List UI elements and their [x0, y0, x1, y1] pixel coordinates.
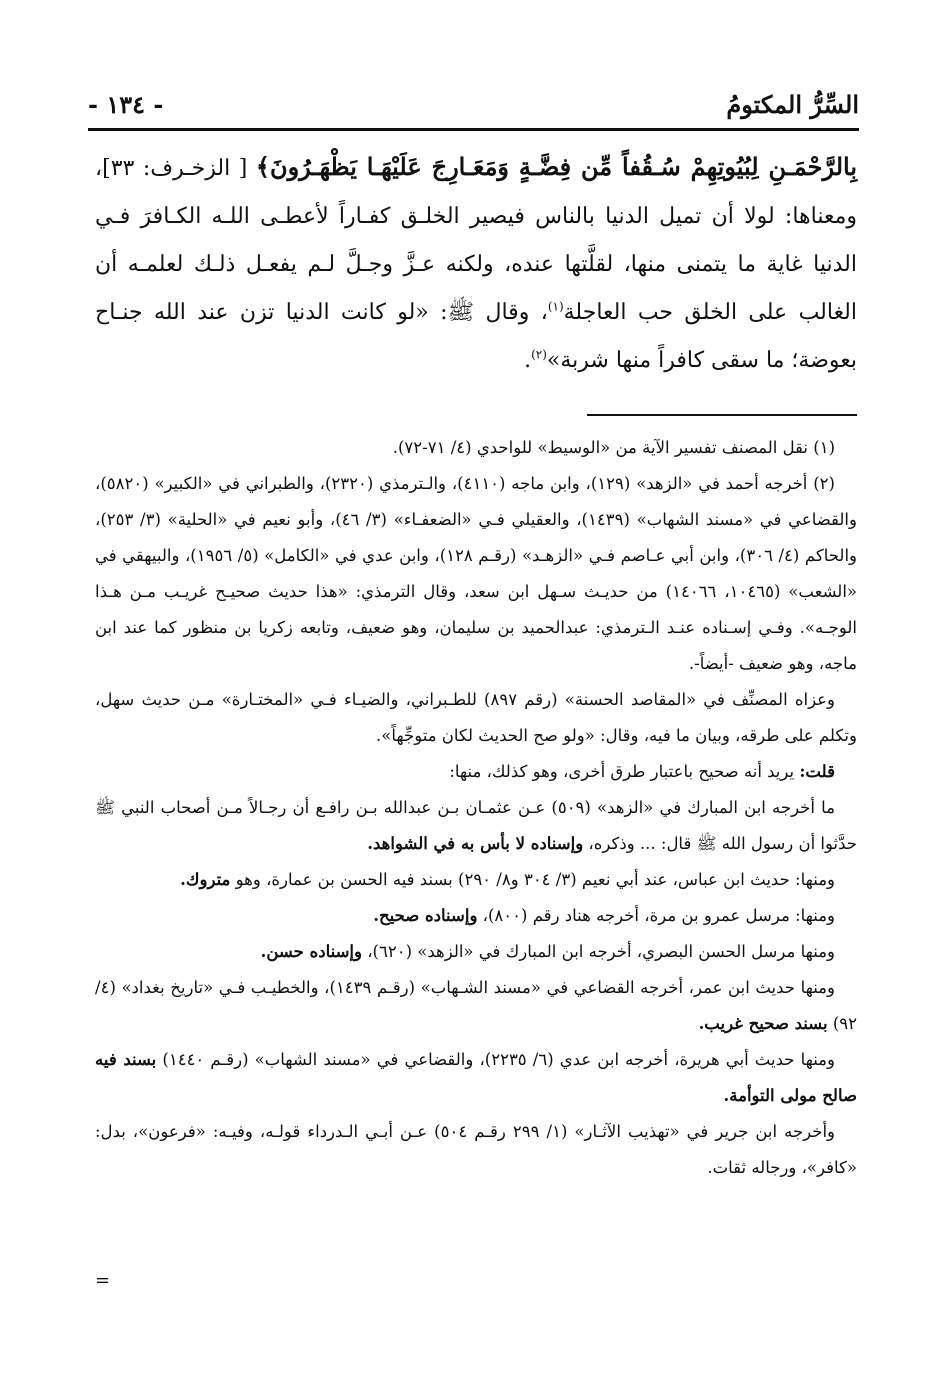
abu-hurayra-grading: بسند فيه صالح مولى التوأمة. — [95, 1050, 857, 1105]
ibn-umar-text: ومنها حديث ابن عمر، أخرجه القضاعي في «مسند الشـهاب» (رقـم ١٤٣٩)، والخطيـب فـي «تاريخ بغداد» (٤/ ٩٢) — [95, 978, 857, 1033]
ibn-mubarak-text: ما أخرجه ابن المبارك في «الزهد» (٥٠٩) عـن عثمـان بـن عبدالله بـن رافـع أن رجـالاً مـن أصحاب النبي ﷺ حدَّثوا أن رسول الله ﷺ قال: ... وذكره، — [95, 798, 857, 853]
amr-text: ومنها: مرسل عمرو بن مرة، أخرجه هناد رقم (٨٠٠)، — [477, 906, 835, 925]
main-text-part-1: ومعناها: لولا أن تميل الدنيا بالناس فيصير الخلـق كفـاراً لأعطـى اللـه الكـافرَ فـي الدنيا غاية ما يتمنى منها، لقلَّتها عنده، ولكنه عـزَّ وجـلَّ لـم يفعـل ذلـك لعلمـه أن الغالب على الخلق حب العاجلة — [95, 204, 858, 325]
main-text-part-3: . — [524, 348, 532, 373]
footnote-ibn-mubarak — [95, 790, 857, 862]
ibn-umar-grading: بسند صحيح غريب. — [698, 1014, 828, 1033]
footnotes — [95, 430, 857, 1186]
qult-text: يريد أنه صحيح باعتبار طرق أخرى، وهو كذلك، منها: — [449, 762, 800, 781]
footnote-ref-2[interactable]: (٢) — [531, 347, 547, 362]
page-header — [88, 83, 859, 125]
footnote-1: (١) نقل المصنف تفسير الآية من «الوسيط» للواحدي (٤/ ٧١-٧٢). — [392, 438, 835, 457]
footnote-ibn-umar — [95, 970, 857, 1042]
footnote-ibn-abbas — [95, 862, 857, 898]
footnote-abu-hurayra — [95, 1042, 857, 1114]
hasan-text: ومنها مرسل الحسن البصري، أخرجه ابن المبارك في «الزهد» (٦٢٠)، — [361, 942, 835, 961]
footnote-qult — [95, 754, 857, 790]
verse-citation: [ الزخـرف: ٣٣]، — [95, 156, 248, 181]
abu-hurayra-text: ومنها حديث أبي هريرة، أخرجه ابن عدي (٦/ ٢٢٣٥)، والقضاعي في «مسند الشهاب» (رقـم ١٤٤٠) — [156, 1050, 835, 1069]
main-paragraph — [95, 143, 857, 385]
footnote-2: (٢) أخرجه أحمد في «الزهد» (١٢٩)، وابن ماجه (٤١١٠)، والـترمذي (٢٣٢٠)، والطبراني في «الكبير» (٥٨٢٠)، والقضاعي في «مسند الشهاب» (١٤٣٩)، والعقيلي فـي «الضعفـاء» (٣/ ٤٦)، وأبو نعيم في «الحلية» (٣/ ٢٥٣)، والحاكم (٤/ ٣٠٦)، وابن أبي عـاصم فـي «الزهـد» (رقـم ١٢٨)، وابن عدي في «الكامل» (٥/ ١٩٥٦)، والبيهقي في «الشعب» (١٠٤٦٥، ١٤٠٦٦) من حديـث سـهل ابن سعد، وقال الترمذي: «هذا حديث صحيـح غريـب مـن هـذا الوجـه». وفـي إسـناده عنـد الـترمذي: عبدالحميد بن سليمان، وهو ضعيف، وتابعه زكريا بن منظور كما عند ابن ماجه، وهو ضعيف -أيضاً-. — [95, 474, 857, 673]
footnote-hasan — [95, 934, 857, 970]
footnote-amr — [95, 898, 857, 934]
footnote-2-continued: وعزاه المصنِّف في «المقاصد الحسنة» (رقم ٨٩٧) للطـبراني، والضيـاء فـي «المختـارة» مـن حديث سهل، وتكلم على طرقه، وبيان ما فيه، وقال: «ولو صح الحديث لكان متوجِّهاً». — [95, 690, 857, 745]
footnote-ref-1[interactable]: (١) — [547, 299, 564, 314]
ibn-mubarak-grading: وإسناده لا بأس به في الشواهد. — [367, 834, 584, 853]
ibn-abbas-text: ومنها: حديث ابن عباس، عند أبي نعيم (٣/ ٣٠٤ و٨/ ٢٩٠) بسند فيه الحسن بن عمارة، وهو — [230, 870, 835, 889]
hasan-grading: وإسناده حسن. — [260, 942, 362, 961]
amr-grading: وإسناده صحيح. — [373, 906, 478, 925]
footnote-ibn-jarir: وأخرجه ابن جرير في «تهذيب الآثـار» (١/ ٢٩٩ رقـم ٥٠٤) عـن أبـي الـدرداء قولـه، وفيـه: «فرعون»، بدل: «كافر»، ورجاله ثقات. — [95, 1122, 857, 1177]
header-rule — [88, 128, 859, 131]
footnote-separator — [587, 414, 857, 416]
main-text — [95, 143, 857, 385]
qult-label: قلت: — [799, 762, 835, 781]
ibn-abbas-grading: متروك. — [180, 870, 231, 889]
page-number: - ١٣٤ - — [88, 89, 164, 119]
book-title: السِّرُّ المكتومُ — [726, 89, 859, 119]
continuation-mark: = — [95, 1270, 111, 1291]
main-text-part-2: ، وقال ﷺ: «لو كانت الدنيا تزن عند الله جنـاح بعوضة؛ ما سقى كافراً منها شربة» — [95, 300, 857, 373]
quran-verse: بِالرَّحْمَـنِ لِبُيُوتِهِمْ سُـقُفاً مِّن فِضَّـةٍ وَمَعَـارِجَ عَلَيْهَـا يَظْهَـرُونَ﴾ — [255, 152, 858, 181]
